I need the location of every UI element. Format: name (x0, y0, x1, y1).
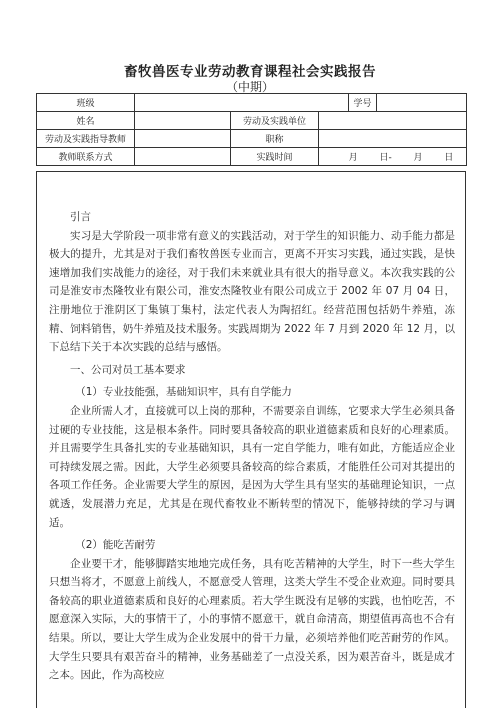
sub1-heading: （1）专业技能强，基础知识牢，具有自学能力 (75, 386, 292, 399)
contact-value[interactable] (135, 148, 231, 166)
day-end: 日 (444, 153, 454, 163)
teacher-value[interactable] (135, 130, 231, 148)
contact-label: 教师联系方式 (37, 148, 135, 166)
time-label: 实践时间 (231, 148, 319, 166)
report-title: 畜牧兽医专业劳动教育课程社会实践报告 (124, 64, 376, 80)
sub2-paragraph: 企业要干才，能够脚踏实地地完成任务，具有吃苦精神的大学生，时下一些大学生只想当将才，不愿意上前线人，不愿意受人管理，这类大学生不受企业欢迎。同时要具备较高的职业道德素质和良好的心理素质。若大学生既没有足够的实践，也怕吃苦，不愿意深入实际，大的事情干了，小的事情不愿意干，就自命清高，期望值再高也不合有结果。所以，要让大学生成为企业发展中的骨干力量，必须培养他们吃苦耐劳的作风。大学生只要具有艰苦奋斗的精神，业务基础差了一点没关系，因为艰苦奋斗，既是成才之本。因此，作为高校应 (49, 557, 455, 682)
unit-label: 劳动及实践单位 (231, 112, 319, 130)
unit-value[interactable] (319, 112, 467, 130)
month-end: 月 (413, 153, 423, 163)
name-label: 姓名 (37, 112, 135, 130)
row-name (37, 112, 467, 130)
student-id-value[interactable] (377, 94, 467, 112)
row-contact (37, 148, 467, 166)
sub2-heading: （2）能吃苦耐劳 (75, 539, 156, 552)
report-subtitle: （中期） (225, 80, 274, 94)
row-teacher (37, 130, 467, 148)
sub1-paragraph: 企业所需人才，直接就可以上岗的那种，不需要亲自训练，它要求大学生必须具备过硬的专业技能，这是根本条件。同时要具备较高的职业道德素质和良好的心理素质。并且需要学生具备扎实的专业基础知识，具有一定自学能力，唯有如此，方能适应企业可持续发展之需。因此，大学生必须要具备较高的综合素质，才能胜任公司对其提出的各项工作任务。企业需要大学生的原因，是因为大学生具有坚实的基础理论知识，一点就透，发展潜力充足，尤其是在现代畜牧业不断转型的情况下，能够持续的学习与调适。 (49, 404, 455, 529)
intro-heading: 引言 (70, 211, 91, 223)
class-label: 班级 (37, 94, 135, 112)
day-start: 日- (379, 153, 392, 163)
month-start: 月 (348, 153, 358, 163)
class-value[interactable] (135, 94, 349, 112)
student-id-label: 学号 (349, 94, 377, 112)
teacher-label: 劳动及实践指导教师 (37, 130, 135, 148)
info-table (36, 93, 467, 166)
name-value[interactable] (135, 112, 231, 130)
title-value[interactable] (319, 130, 467, 148)
title-label: 职称 (231, 130, 319, 148)
report-body (49, 208, 455, 685)
intro-paragraph: 实习是大学阶段一项非常有意义的实践活动，对于学生的知识能力、动手能力都是极大的提升，尤其是对于我们畜牧兽医专业而言，更离不开实习实践，通过实践，是快速增加我们实战能力的途径，对于我们未来就业具有很大的指导意义。本次我实践的公司是淮安市杰隆牧业有限公司，淮安杰隆牧业有限公司成立于 2002 年 07 月 04 日，注册地位于淮阴区丁集镇丁集村，法定代表人为陶招红。经营范围包括奶牛养殖，冻精、饲料销售，奶牛养殖及技术服务。实践周期为 2022 年 7 月到 2020 年 12 月，以下总结下关于本次实践的总结与感悟。 (49, 229, 455, 354)
row-class (37, 94, 467, 112)
time-value[interactable] (319, 148, 467, 166)
section1-heading: 一、公司对员工基本要求 (70, 363, 186, 376)
